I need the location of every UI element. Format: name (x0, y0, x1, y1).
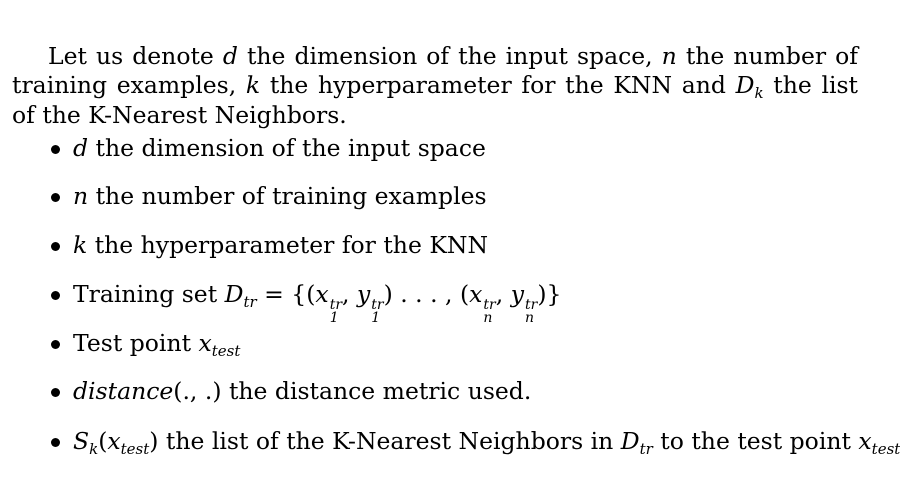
bullet-icon (51, 242, 60, 251)
var-d: d (222, 41, 238, 70)
var-n: n (661, 41, 677, 70)
bullet-icon (51, 193, 60, 202)
bullet-icon (51, 340, 60, 349)
bullet-icon (51, 438, 60, 447)
bullet-icon (51, 145, 60, 154)
intro-paragraph: Let us denote d the dimension of the input space, n the number of training examples, k the hyperparameter for the KNN and $D_k$ the list of the K-Nearest Neighbors. (12, 41, 858, 129)
document-page: Let us denote d the dimension of the input space, n the number of training examples, k the hyperparameter for the KNN and $D_k$ the list of the K-Nearest Neighbors. d the dimension of the input space n the number of training examples k the hyperparameter for the KNN Training set $D_{tr} = \{(x$ tr 1 , y tr 1 ) . . . , (x tr n , y tr n )} Test point $x_{test}$ distance(., .) the distance metric used. $S_k(x_{test})$ the list of the K-Nearest Neighbors in $D_{tr}$ to the test point $x_{test}$ (12, 41, 900, 458)
bullet-icon (51, 291, 60, 300)
var-k: k (245, 71, 261, 99)
var-Dk: $D_k$ (735, 71, 764, 102)
bullet-icon (51, 388, 60, 397)
